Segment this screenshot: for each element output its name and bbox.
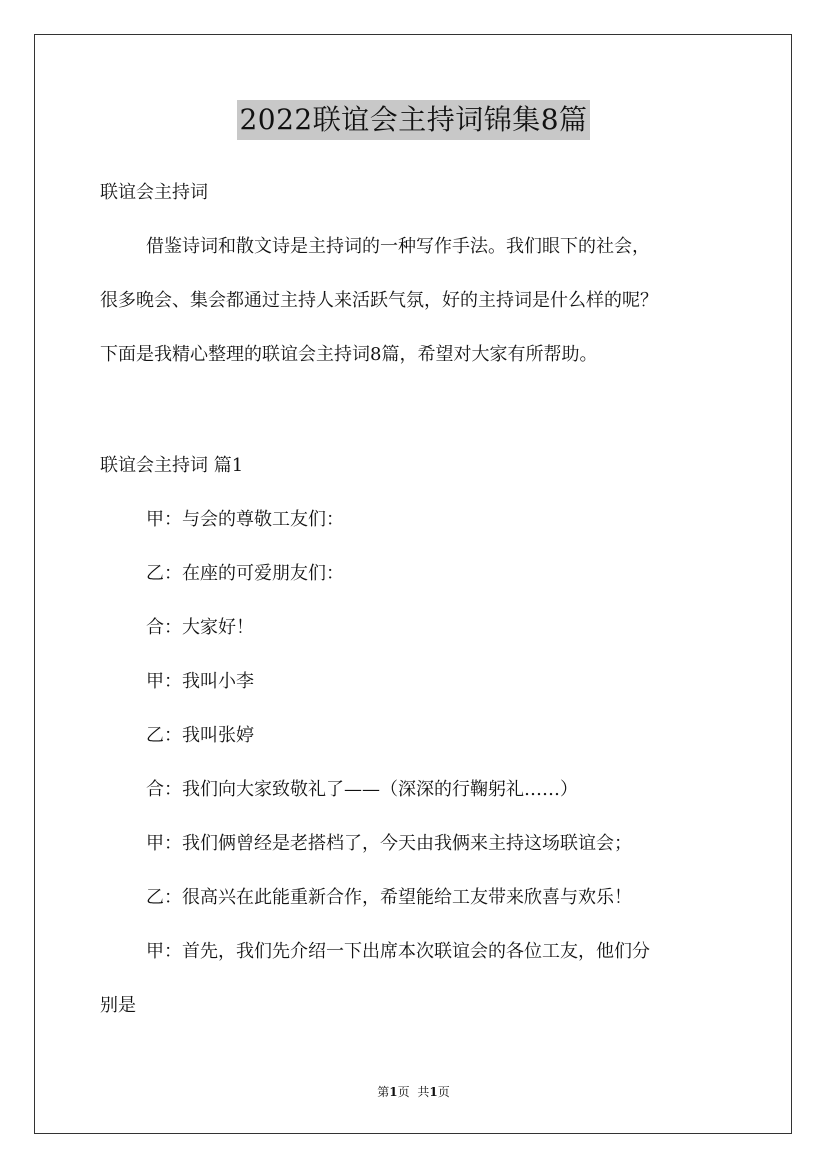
document-title: 2022联谊会主持词锦集8篇 — [237, 100, 589, 140]
page-number: 1 — [389, 1085, 398, 1099]
dialogue-line: 乙：我叫张婷 — [146, 725, 254, 746]
page-footer — [0, 1084, 827, 1100]
page-suffix: 页 — [397, 1085, 410, 1099]
dialogue-line: 甲：我们俩曾经是老搭档了，今天由我俩来主持这场联谊会； — [146, 833, 632, 854]
title-container — [0, 100, 827, 140]
dialogue-continuation: 别是 — [100, 995, 136, 1016]
dialogue-line: 甲：与会的尊敬工友们： — [146, 509, 344, 530]
dialogue-line: 合：大家好！ — [146, 617, 254, 638]
dialogue-line: 乙：很高兴在此能重新合作，希望能给工友带来欣喜与欢乐！ — [146, 887, 632, 908]
page-prefix: 第 — [377, 1085, 390, 1099]
dialogue-line: 合：我们向大家致敬礼了——（深深的行鞠躬礼……） — [146, 779, 578, 800]
total-prefix: 共 — [417, 1085, 430, 1099]
total-number: 1 — [429, 1085, 438, 1099]
intro-line-3: 下面是我精心整理的联谊会主持词8篇，希望对大家有所帮助。 — [100, 344, 598, 365]
dialogue-line: 乙：在座的可爱朋友们： — [146, 563, 344, 584]
intro-line-1: 借鉴诗词和散文诗是主持词的一种写作手法。我们眼下的社会， — [146, 236, 650, 257]
total-suffix: 页 — [437, 1085, 450, 1099]
subtitle: 联谊会主持词 — [100, 182, 208, 203]
dialogue-line: 甲：我叫小李 — [146, 671, 254, 692]
dialogue-line: 甲：首先，我们先介绍一下出席本次联谊会的各位工友，他们分 — [146, 941, 650, 962]
intro-line-2: 很多晚会、集会都通过主持人来活跃气氛，好的主持词是什么样的呢？ — [100, 290, 658, 311]
section-heading: 联谊会主持词 篇1 — [100, 455, 244, 476]
